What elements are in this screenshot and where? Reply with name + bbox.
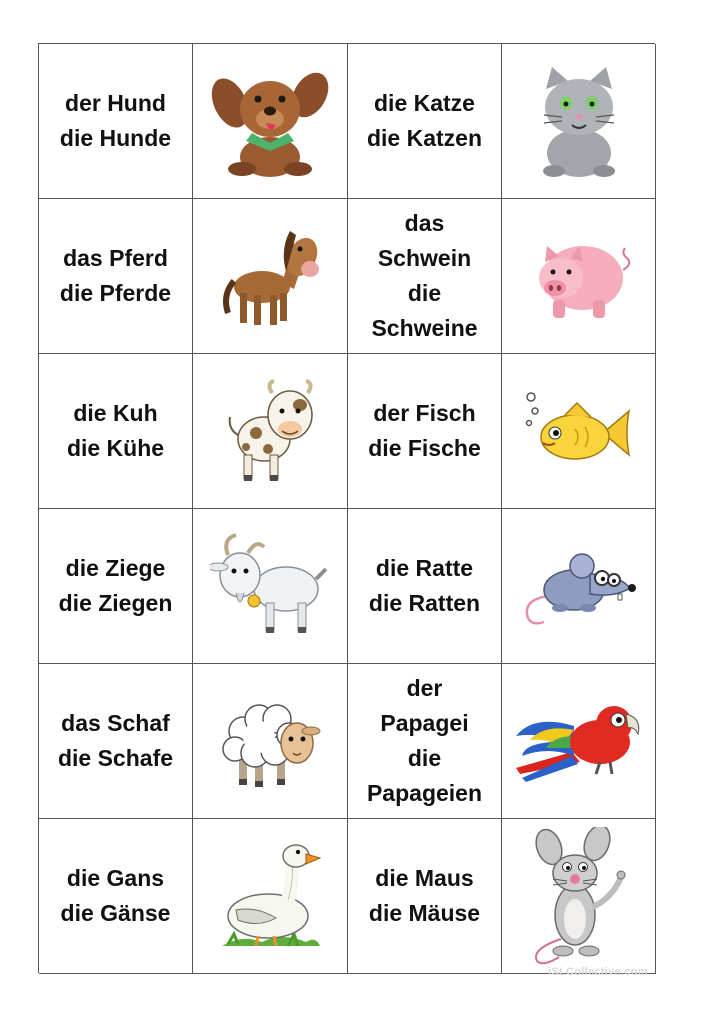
picture-card-goose — [193, 819, 348, 974]
pig-icon — [523, 226, 635, 326]
watermark: iSLCollective.com — [548, 966, 648, 978]
picture-card-cow — [193, 354, 348, 509]
word-label: die Gans die Gänse — [60, 865, 171, 926]
picture-card-rat — [502, 509, 656, 664]
word-label: der Fisch die Fische — [368, 400, 481, 461]
word-card-schwein — [348, 199, 502, 354]
word-card-ziege — [39, 509, 193, 664]
word-label: der Hund die Hunde — [59, 90, 172, 151]
word-label: die Ziege die Ziegen — [58, 555, 173, 616]
word-label: die Katze die Katzen — [366, 90, 483, 151]
word-card-papagei — [348, 664, 502, 819]
word-label: das Schwein die Schweine — [371, 210, 478, 341]
cat-icon — [524, 61, 634, 181]
parrot-icon — [514, 696, 644, 786]
picture-card-pig — [502, 199, 656, 354]
word-label: die Ratte die Ratten — [368, 555, 481, 616]
dog-icon — [206, 61, 334, 181]
word-label: die Kuh die Kühe — [66, 400, 165, 461]
horse-icon — [220, 217, 320, 335]
goat-icon — [210, 531, 330, 641]
word-card-fisch — [348, 354, 502, 509]
picture-card-parrot — [502, 664, 656, 819]
picture-card-cat — [502, 44, 656, 199]
word-card-gans — [39, 819, 193, 974]
word-label: der Papagei die Papageien — [366, 675, 483, 806]
picture-card-fish — [502, 354, 656, 509]
word-card-pferd — [39, 199, 193, 354]
picture-card-mouse — [502, 819, 656, 974]
vocabulary-card-grid — [38, 43, 655, 973]
word-card-katze — [348, 44, 502, 199]
picture-card-horse — [193, 199, 348, 354]
word-card-schaf — [39, 664, 193, 819]
cow-icon — [220, 375, 320, 487]
rat-icon — [520, 544, 638, 628]
mouse-icon — [527, 827, 631, 965]
word-label: das Pferd die Pferde — [59, 245, 172, 306]
word-card-kuh — [39, 354, 193, 509]
word-label: die Maus die Mäuse — [368, 865, 481, 926]
picture-card-sheep — [193, 664, 348, 819]
word-card-hund — [39, 44, 193, 199]
word-card-ratte — [348, 509, 502, 664]
sheep-icon — [215, 691, 325, 791]
fish-icon — [521, 387, 637, 475]
word-label: das Schaf die Schafe — [57, 710, 174, 771]
word-card-maus — [348, 819, 502, 974]
picture-card-dog — [193, 44, 348, 199]
goose-icon — [218, 838, 322, 954]
picture-card-goat — [193, 509, 348, 664]
